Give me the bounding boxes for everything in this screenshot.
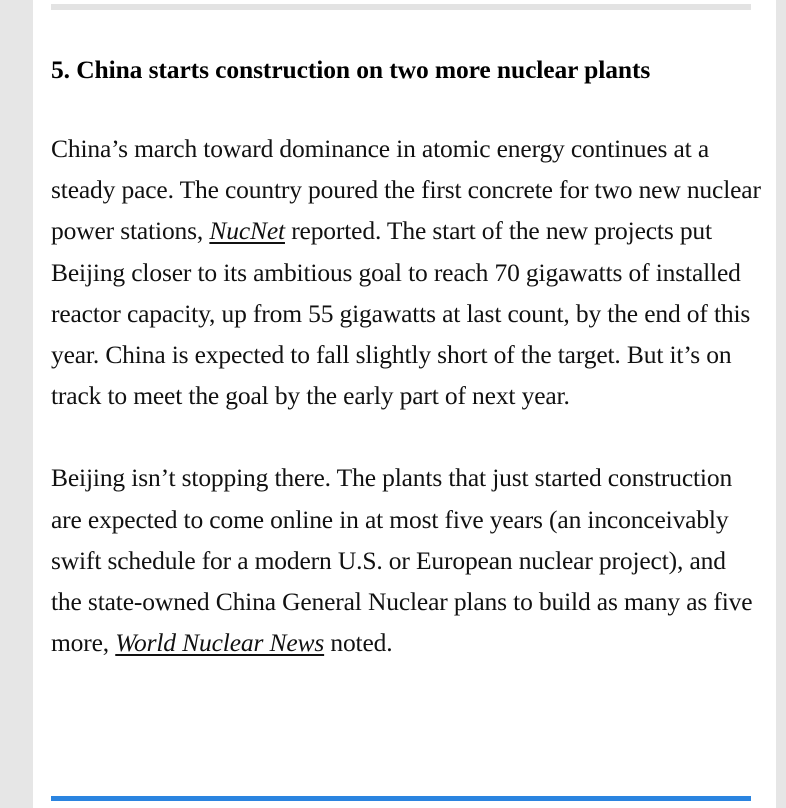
top-divider <box>51 4 751 10</box>
paragraph-2-text-after: noted. <box>324 628 393 658</box>
article-card <box>33 0 776 808</box>
section-heading: 5. China starts construction on two more nuclear plants <box>51 55 651 84</box>
paragraph-2-text-before: Beijing isn’t stopping there. The plants that just started construction are expected to come online in at most five years (an inconceivably swift schedule for a modern U.S. or European nuclear project), and the state-owned China General Nuclear plans to build as many as five more, <box>51 463 753 658</box>
paragraph-1-text-before: China’s march toward dominance in atomic energy continues at a steady pace. The country poured the first concrete for two new nuclear power stations, <box>51 134 761 246</box>
article-section <box>51 50 761 663</box>
paragraph-2 <box>51 457 761 663</box>
paragraph-1 <box>51 128 761 416</box>
paragraph-1-text-after: reported. The start of the new projects put Beijing closer to its ambitious goal to reach 70 gigawatts of installed reactor capacity, up from 55 gigawatts at last count, by the end of this year. China is expected to fall slightly short of the target. But it’s on track to meet the goal by the early part of next year. <box>51 216 751 411</box>
nucnet-link[interactable]: NucNet <box>209 216 285 246</box>
bottom-divider <box>51 796 751 801</box>
world-nuclear-news-link[interactable]: World Nuclear News <box>115 628 325 658</box>
